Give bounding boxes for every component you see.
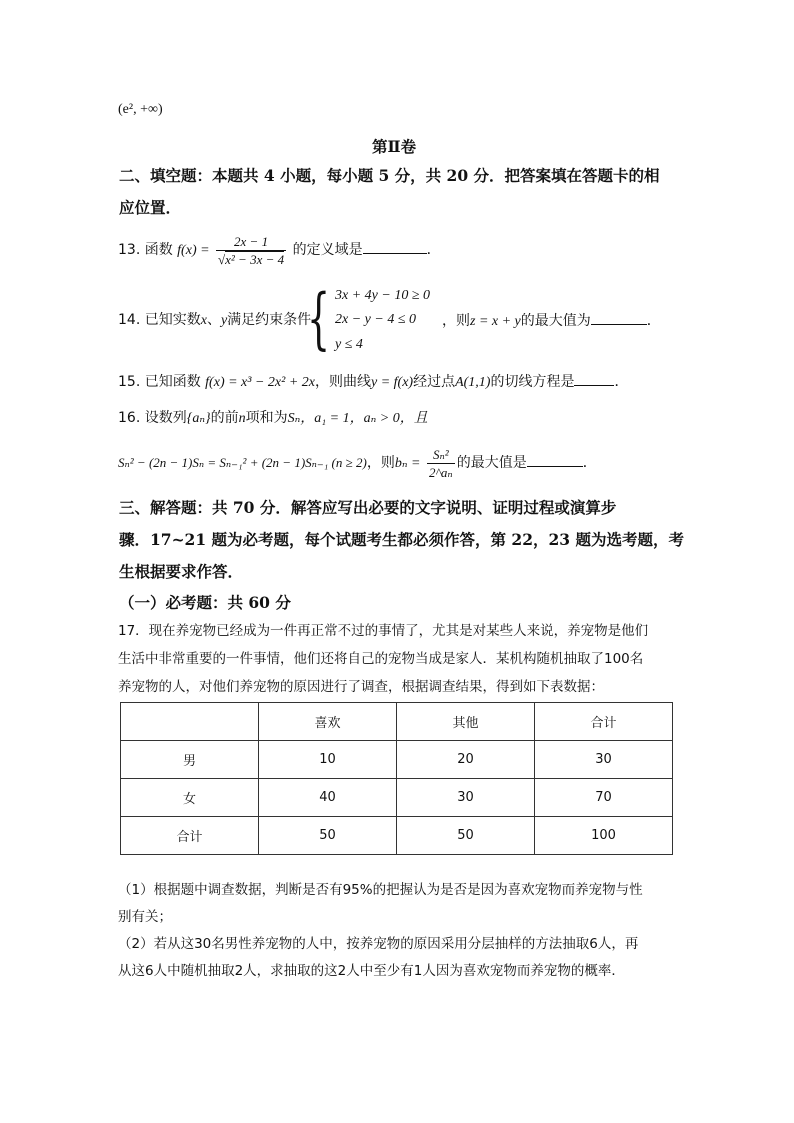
question-17-part2-line1: （2）若从这30名男性养宠物的人中，按养宠物的原因采用分层抽样的方法抽取6人，再: [118, 936, 639, 952]
table-row: [121, 779, 673, 817]
table-header-cell: 喜欢: [259, 703, 397, 741]
table-cell: 50: [259, 817, 397, 855]
question-17-line3: 养宠物的人，对他们养宠物的原因进行了调查，根据调查结果，得到如下表数据：: [118, 679, 604, 695]
table-cell: 100: [535, 817, 673, 855]
question-17-part1-line1: （1）根据题中调查数据，判断是否有95%的把握认为是否是因为喜欢宠物而养宠物与性: [118, 882, 643, 898]
table-header-cell: [121, 703, 259, 741]
bn-fraction: $\frac{\text{Sₙ²}}{\text{2\textasciicircum{}aₙ}}$: [428, 446, 453, 480]
table-header-cell: 合计: [535, 703, 673, 741]
table-cell: 30: [397, 779, 535, 817]
fill-in-heading-line2: 应位置．: [119, 198, 182, 217]
constraint-3: y ≤ 4: [335, 337, 363, 352]
previous-answer-fragment: (e², +∞): [118, 102, 163, 117]
question-17-part2-line2: 从这6人中随机抽取2人，求抽取的这2人中至少有1人因为喜欢宠物而养宠物的概率．: [118, 963, 625, 979]
question-17-part1-line2: 别有关；: [118, 909, 172, 925]
constraint-1: 3x + 4y − 10 ≥ 0: [335, 288, 431, 303]
fill-in-heading-line1: 二、填空题：本题共 4 小题，每小题 5 分，共 20 分．把答案填在答题卡的相: [119, 166, 660, 185]
solution-heading-line2: 骤．17~21 题为必考题，每个试题考生都必须作答，第 22，23 题为选考题，考: [119, 530, 684, 549]
question-14-tail: ，则z = x + y的最大值为 ．: [442, 310, 661, 332]
table-cell: 女: [121, 779, 259, 817]
solution-heading-line3: 生根据要求作答．: [119, 562, 244, 581]
question-17-line2: 生活中非常重要的一件事情，他们还将自己的宠物当成是家人．某机构随机抽取了100名: [118, 651, 644, 667]
table-row: [121, 817, 673, 855]
domain-fraction: $\frac{2x - 1}{\text{√x² − 3x − 4}}$: [218, 233, 285, 267]
question-14: 14. 已知实数x、y满足约束条件: [118, 312, 312, 328]
table-cell: 10: [259, 741, 397, 779]
table-cell: 合计: [121, 817, 259, 855]
table-row: [121, 741, 673, 779]
answer-blank: [363, 239, 427, 254]
required-questions-heading: （一）必考题：共 60 分: [119, 593, 291, 612]
answer-blank: [527, 452, 583, 467]
question-16: 16. 设数列{aₙ}的前n项和为Sₙ，a₁ = 1，aₙ > 0，且: [118, 410, 428, 426]
survey-table: [120, 702, 673, 855]
question-16-recurrence: Sₙ² − (2n − 1)Sₙ = Sₙ₋₁² + (2n − 1)Sₙ₋₁ (n ≥ 2)，则bₙ = $\frac{\text{Sₙ²}}{\text{2\textasciicircum{}aₙ}}$ 的最大值是 ．: [118, 446, 597, 480]
table-cell: 70: [535, 779, 673, 817]
constraint-brace: {: [307, 280, 331, 357]
table-cell: 30: [535, 741, 673, 779]
question-15: 15. 已知函数 f(x) = x³ − 2x² + 2x，则曲线y = f(x)经过点A(1,1)的切线方程是 ．: [118, 371, 628, 393]
solution-heading-line1: 三、解答题：共 70 分．解答应写出必要的文字说明、证明过程或演算步: [119, 498, 617, 517]
table-cell: 50: [397, 817, 535, 855]
table-cell: 40: [259, 779, 397, 817]
answer-blank: [591, 310, 647, 325]
table-cell: 男: [121, 741, 259, 779]
question-number: 13.: [118, 242, 141, 258]
constraint-2: 2x − y − 4 ≤ 0: [335, 312, 417, 327]
function-lhs: f(x) =: [177, 243, 210, 258]
table-header-cell: 其他: [397, 703, 535, 741]
section-title: 第Ⅱ卷: [372, 137, 417, 156]
table-header-row: [121, 703, 673, 741]
question-13: 13. 函数 f(x) = $\frac{2x - 1}{\text{√x² − 3x − 4}}$ 的定义域是 ．: [118, 233, 441, 267]
answer-blank: [574, 371, 614, 386]
table-cell: 20: [397, 741, 535, 779]
question-17-line1: 17．现在养宠物已经成为一件再正常不过的事情了，尤其是对某些人来说，养宠物是他们: [118, 623, 649, 639]
